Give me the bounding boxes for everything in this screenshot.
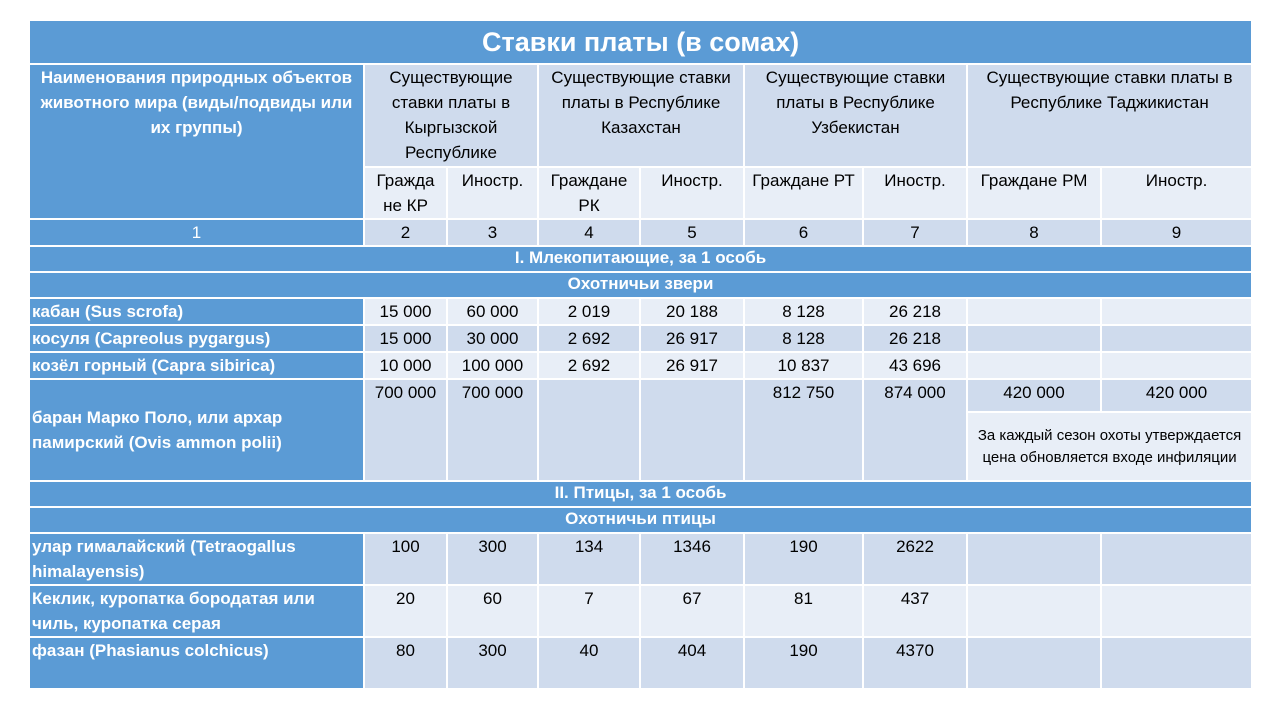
rate-cell: 8 128 [744,298,863,325]
rate-cell [967,585,1101,637]
column-number: 1 [29,219,364,246]
species-name: косуля (Capreolus pygargus) [29,325,364,352]
rate-cell: 420 000 [967,379,1101,412]
species-name: кабан (Sus scrofa) [29,298,364,325]
column-number: 8 [967,219,1101,246]
rate-cell: 43 696 [863,352,967,379]
header-group-kazakhstan: Существующие ставки платы в Республике Казахстан [538,64,744,167]
rate-cell: 437 [863,585,967,637]
rate-cell [967,298,1101,325]
column-number: 6 [744,219,863,246]
rate-cell: 700 000 [364,379,447,481]
rate-cell: 404 [640,637,744,689]
subheader-col-4: Граждане РК [538,167,640,219]
subsection-title-hunting-animals: Охотничьи звери [29,272,1252,298]
rate-cell: 1346 [640,533,744,585]
rate-cell: 2 692 [538,325,640,352]
subsection-title-hunting-birds: Охотничьи птицы [29,507,1252,533]
column-number: 9 [1101,219,1252,246]
column-number: 3 [447,219,538,246]
rate-cell: 30 000 [447,325,538,352]
rate-cell: 190 [744,533,863,585]
rate-cell [1101,637,1252,689]
rate-cell [967,325,1101,352]
subheader-col-5: Иностр. [640,167,744,219]
rate-cell: 10 837 [744,352,863,379]
rate-cell: 26 218 [863,298,967,325]
subheader-col-9: Иностр. [1101,167,1252,219]
subheader-col-3: Иностр. [447,167,538,219]
rate-cell: 134 [538,533,640,585]
rate-cell: 26 917 [640,325,744,352]
rate-cell: 700 000 [447,379,538,481]
rate-cell: 2 019 [538,298,640,325]
table-row [29,637,1252,689]
rate-cell: 26 218 [863,325,967,352]
species-name: козёл горный (Capra sibirica) [29,352,364,379]
subheader-col-6: Граждане РТ [744,167,863,219]
rate-cell: 26 917 [640,352,744,379]
header-name-column: Наименования природных объектов животного мира (виды/подвиды или их группы) [29,64,364,219]
subheader-col-8: Граждане РМ [967,167,1101,219]
rate-cell: 300 [447,637,538,689]
header-group-uzbekistan: Существующие ставки платы в Республике Узбекистан [744,64,967,167]
rate-cell [967,352,1101,379]
rate-cell: 81 [744,585,863,637]
table-row [29,533,1252,585]
column-number: 4 [538,219,640,246]
rate-cell: 8 128 [744,325,863,352]
rate-cell [640,379,744,481]
rate-cell: 100 000 [447,352,538,379]
rate-cell: 420 000 [1101,379,1252,412]
section-title-mammals: I. Млекопитающие, за 1 особь [29,246,1252,272]
rate-cell [1101,298,1252,325]
rate-cell: 60 [447,585,538,637]
rate-cell: 300 [447,533,538,585]
rate-cell: 10 000 [364,352,447,379]
rate-cell: 40 [538,637,640,689]
rate-cell: 67 [640,585,744,637]
table-row [29,325,1252,352]
rate-cell: 15 000 [364,325,447,352]
rates-table [28,19,1253,690]
rate-cell [1101,325,1252,352]
rate-cell [967,637,1101,689]
rate-cell: 874 000 [863,379,967,481]
rate-cell: 7 [538,585,640,637]
rate-cell: 2622 [863,533,967,585]
rate-cell [1101,585,1252,637]
column-number: 7 [863,219,967,246]
rate-cell: 190 [744,637,863,689]
table-row [29,379,1252,412]
rate-cell: 20 188 [640,298,744,325]
column-number: 2 [364,219,447,246]
rate-cell [1101,352,1252,379]
price-note: За каждый сезон охоты утверждается цена обновляется входе инфиляции [967,412,1252,481]
species-name: Кеклик, куропатка бородатая или чиль, куропатка серая [29,585,364,637]
header-group-tajikistan: Существующие ставки платы в Республике Таджикистан [967,64,1252,167]
rate-cell: 15 000 [364,298,447,325]
rate-cell [967,533,1101,585]
table-row [29,352,1252,379]
species-name: улар гималайский (Tetraogallus himalayensis) [29,533,364,585]
table-row [29,298,1252,325]
rate-cell: 80 [364,637,447,689]
table-row [29,585,1252,637]
header-group-kyrgyzstan: Существующие ставки платы в Кыргызской Республике [364,64,538,167]
species-name: баран Марко Поло, или архар памирский (Ovis ammon polii) [29,379,364,481]
column-number: 5 [640,219,744,246]
rate-cell: 20 [364,585,447,637]
rate-cell: 100 [364,533,447,585]
subheader-col-2: Гражда не КР [364,167,447,219]
rate-cell: 812 750 [744,379,863,481]
rate-cell [538,379,640,481]
subheader-col-7: Иностр. [863,167,967,219]
rate-cell [1101,533,1252,585]
rate-cell: 60 000 [447,298,538,325]
rate-cell: 4370 [863,637,967,689]
rate-cell: 2 692 [538,352,640,379]
section-title-birds: II. Птицы, за 1 особь [29,481,1252,507]
species-name: фазан (Phasianus colchicus) [29,637,364,689]
table-title: Ставки платы (в сомах) [29,20,1252,64]
